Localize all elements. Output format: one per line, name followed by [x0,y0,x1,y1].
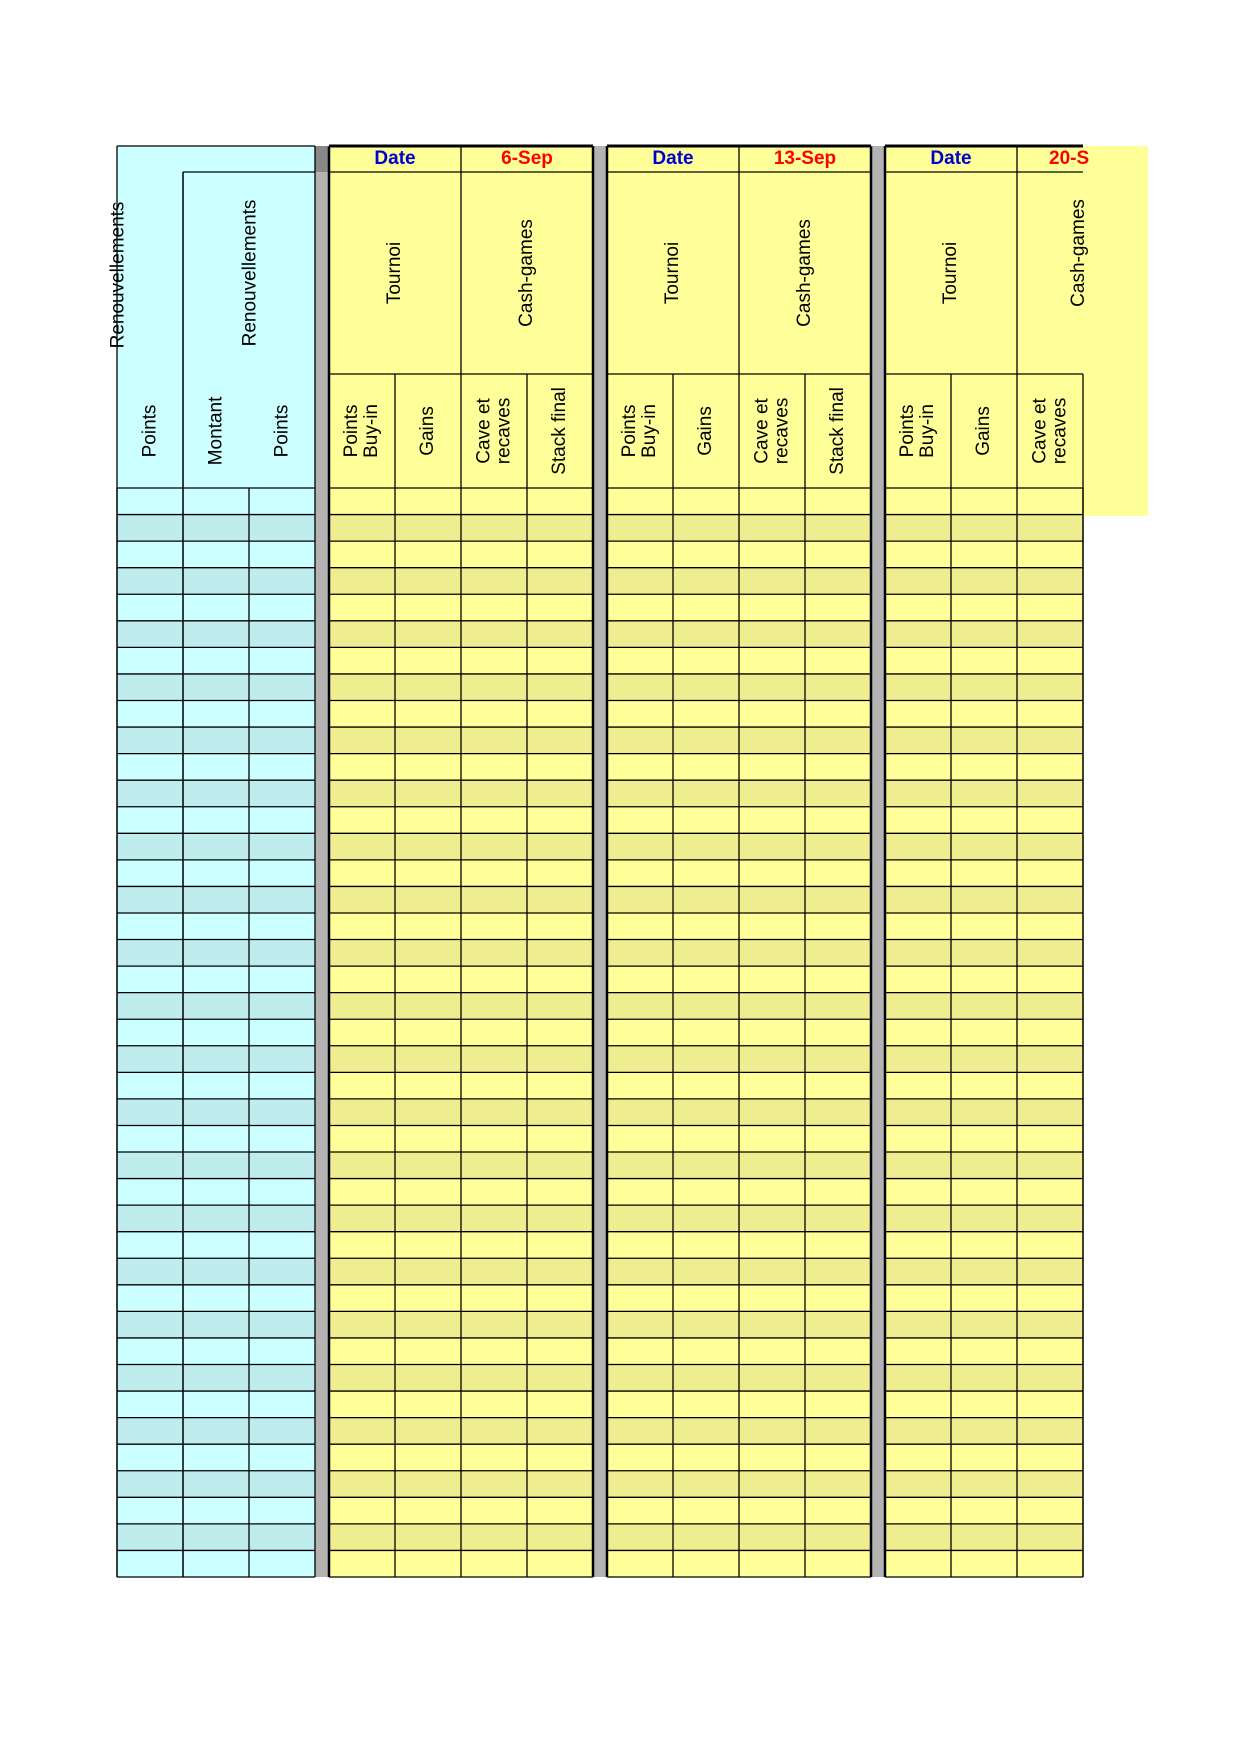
week-row-bg [885,1471,1083,1498]
left-col-points-2 [249,374,315,488]
left-col-points-2-text: Points [271,404,293,458]
left-row-bg [117,568,315,595]
left-row-bg [117,700,315,727]
week-col-header-text: Stack final [549,387,571,475]
week-col-header [805,374,871,488]
week-row-bg [885,1285,1083,1312]
gray-separator [315,146,329,1577]
left-group-label [220,172,280,374]
week-cash-label [1017,172,1089,334]
week-row-bg [885,594,1083,621]
week-col-header [1017,374,1083,488]
week-tournoi-label [607,172,739,374]
week-cash-label [461,172,593,374]
left-row-bg [117,1497,315,1524]
week-row-bg [885,1205,1083,1232]
week-row-bg [885,1152,1083,1179]
left-row-bg [117,1179,315,1206]
week-row-bg [885,993,1083,1020]
week-row-bg [885,1418,1083,1445]
week-date-label [607,146,739,172]
left-row-bg [117,1099,315,1126]
week-row-bg [885,833,1083,860]
week-col-header-text: Points Buy-in [341,404,382,458]
week-row-bg [885,807,1083,834]
left-row-bg [117,1418,315,1445]
week-date-label [885,146,1017,172]
week-col-header-text: Gains [695,406,717,456]
left-row-bg [117,1338,315,1365]
week-col-header [739,374,805,488]
left-row-bg [117,966,315,993]
week-row-bg [885,1497,1083,1524]
left-row-bg [117,1391,315,1418]
week-date-value [461,146,593,172]
left-row-bg [117,1258,315,1285]
left-row-bg [117,1444,315,1471]
week-col-header [395,374,461,488]
left-col-montant [183,374,249,488]
week-row-bg [885,727,1083,754]
week-col-header-text: Stack final [827,387,849,475]
week-col-header-text: Points Buy-in [619,404,660,458]
week-date-label-text: Date [652,148,694,170]
week-tournoi-label-text: Tournoi [662,241,684,305]
week-cash-label-text: Cash-games [794,219,816,327]
left-row-bg [117,1550,315,1577]
left-row-bg [117,1152,315,1179]
week-row-bg [885,621,1083,648]
week-row-bg [885,1311,1083,1338]
week-row-bg [885,1046,1083,1073]
week-col-header-text: Gains [973,406,995,456]
left-row-bg [117,1072,315,1099]
week-row-bg [885,1125,1083,1152]
left-row-bg [117,860,315,887]
left-row-bg [117,1019,315,1046]
week-row-bg [885,1232,1083,1259]
week-row-bg [885,674,1083,701]
week-row-bg [885,1524,1083,1551]
right-overflow-bg [1083,146,1148,516]
week-col-header-text: Gains [417,406,439,456]
gray-separator [871,146,885,1577]
week-tournoi-label-text: Tournoi [940,241,962,305]
week-col-header [329,374,395,488]
week-row-bg [885,1365,1083,1392]
left-row-bg [117,780,315,807]
left-row-bg [117,1471,315,1498]
week-col-header [885,374,951,488]
week-cash-label-text: Cash-games [1067,199,1089,307]
week-row-bg [885,515,1083,542]
week-row-bg [885,1550,1083,1577]
left-row-bg [117,1125,315,1152]
left-col-montant-text: Montant [205,396,227,466]
week-date-value [1017,146,1090,172]
week-col-header [461,374,527,488]
week-date-label [329,146,461,172]
left-group-label-cut-text: Renouvellements [107,201,129,349]
week-row-bg [885,568,1083,595]
left-row-bg [117,515,315,542]
week-row-bg [885,1099,1083,1126]
left-row-bg [117,993,315,1020]
left-row-bg [117,488,315,515]
left-row-bg [117,886,315,913]
week-row-bg [885,1391,1083,1418]
week-row-bg [885,966,1083,993]
week-row-bg [885,860,1083,887]
week-row-bg [885,1444,1083,1471]
week-date-label-text: Date [930,148,972,170]
left-group-label-text: Renouvellements [239,199,261,347]
week-row-bg [885,700,1083,727]
week-row-bg [885,940,1083,967]
left-row-bg [117,1311,315,1338]
left-row-bg [117,541,315,568]
week-col-header-text: Cave et recaves [473,397,514,465]
week-row-bg [885,1338,1083,1365]
left-row-bg [117,1046,315,1073]
left-row-bg [117,1365,315,1392]
week-col-header [673,374,739,488]
left-col-points [117,374,183,488]
left-row-bg [117,621,315,648]
left-group-label-cut [90,172,146,378]
week-col-header [607,374,673,488]
gray-separator [593,146,607,1577]
week-tournoi-label [329,172,461,374]
week-row-bg [885,886,1083,913]
left-row-bg [117,1232,315,1259]
left-row-bg [117,807,315,834]
left-row-bg [117,727,315,754]
week-col-header [527,374,593,488]
left-row-bg [117,754,315,781]
week-row-bg [885,1019,1083,1046]
week-row-bg [885,488,1083,515]
week-date-label-text: Date [374,148,416,170]
left-row-bg [117,913,315,940]
week-row-bg [885,754,1083,781]
week-date-value [739,146,871,172]
week-cash-label [739,172,871,374]
left-row-bg [117,647,315,674]
week-col-header-text: Cave et recaves [1029,397,1070,465]
week-tournoi-label-text: Tournoi [384,241,406,305]
left-row-bg [117,674,315,701]
left-row-bg [117,594,315,621]
gray-separator-top [315,146,329,172]
week-row-bg [885,913,1083,940]
week-row-bg [885,1179,1083,1206]
week-date-value-text: 20-S [1049,148,1090,170]
week-row-bg [885,1258,1083,1285]
week-cash-label-text: Cash-games [516,219,538,327]
left-row-bg [117,1285,315,1312]
week-date-value-text: 13-Sep [773,148,837,170]
left-row-bg [117,940,315,967]
left-col-points-text: Points [139,404,161,458]
left-row-bg [117,833,315,860]
week-row-bg [885,780,1083,807]
week-col-header [951,374,1017,488]
week-tournoi-label [885,172,1017,374]
week-date-value-text: 6-Sep [501,148,553,170]
week-row-bg [885,541,1083,568]
left-row-bg [117,1205,315,1232]
left-row-bg [117,1524,315,1551]
week-col-header-text: Points Buy-in [897,404,938,458]
week-row-bg [885,1072,1083,1099]
week-row-bg [885,647,1083,674]
week-col-header-text: Cave et recaves [751,397,792,465]
